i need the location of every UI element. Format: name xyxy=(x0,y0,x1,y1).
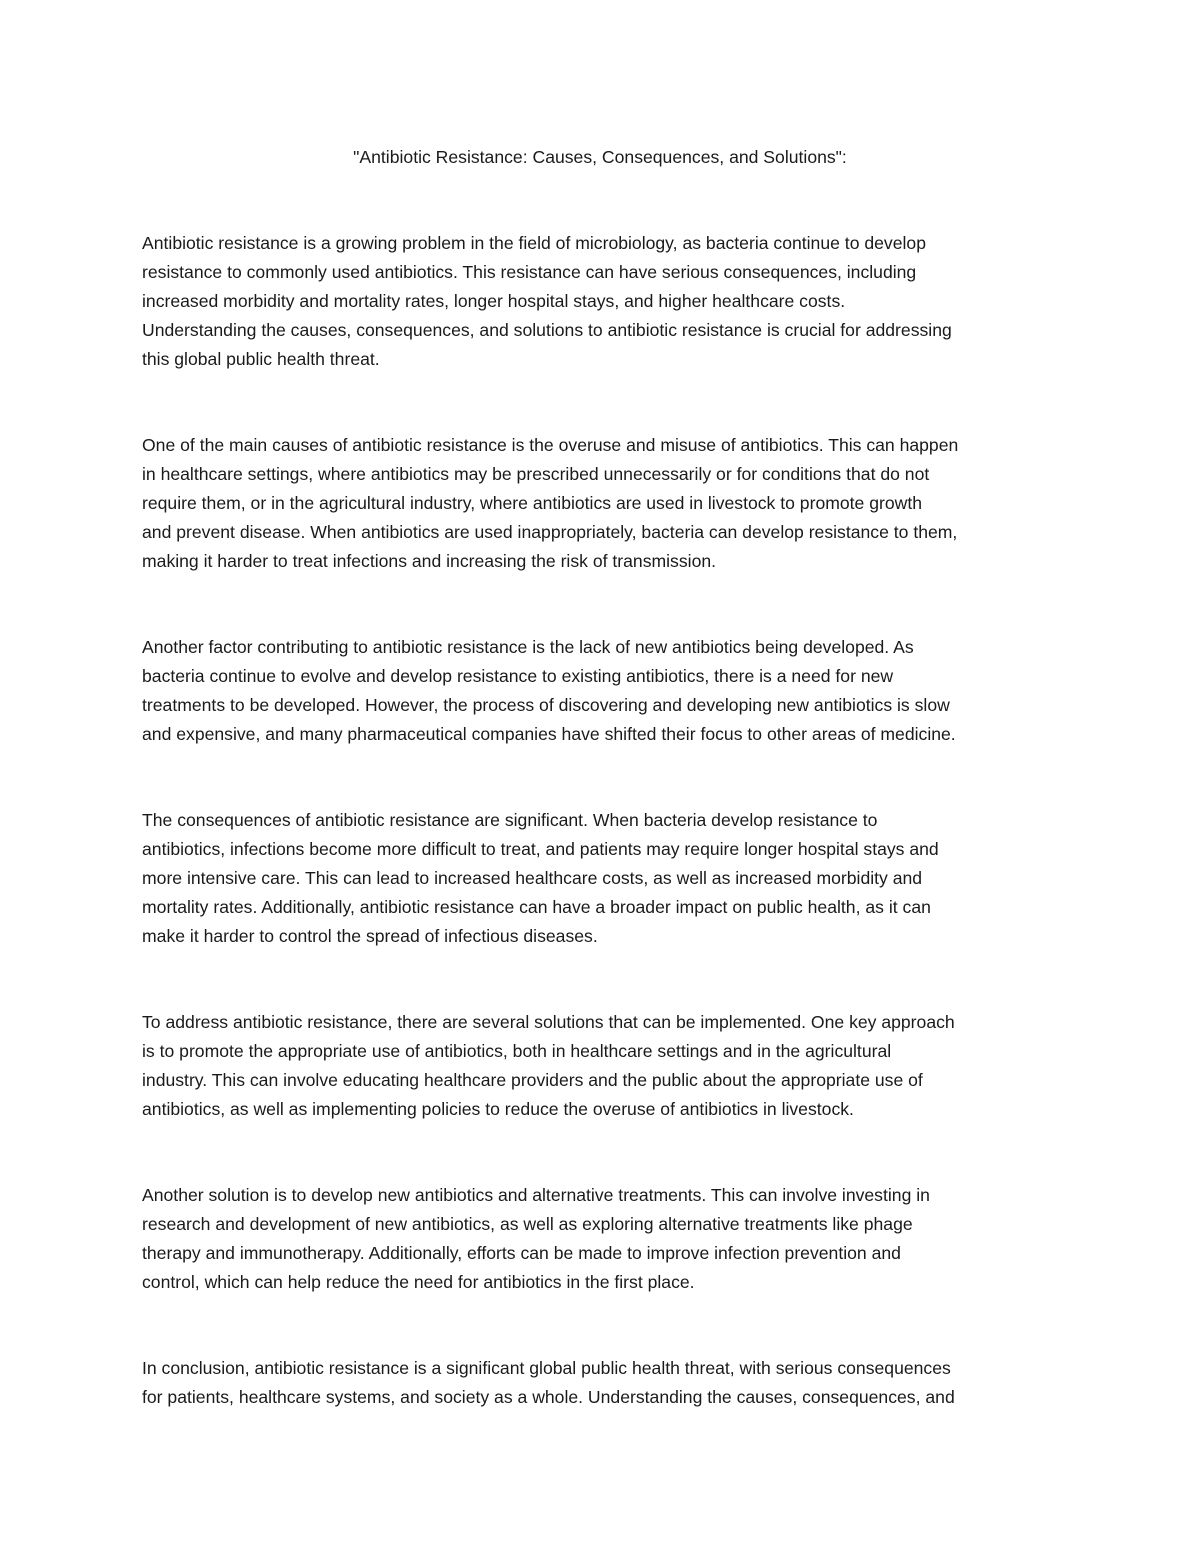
paragraph-conclusion xyxy=(142,1354,1082,1412)
text-line: for patients, healthcare systems, and society as a whole. Understanding the causes, consequences, and xyxy=(142,1387,955,1407)
text-line: Antibiotic resistance is a growing problem in the field of microbiology, as bacteria continue to develop xyxy=(142,233,926,253)
text-line: more intensive care. This can lead to increased healthcare costs, as well as increased morbidity and xyxy=(142,868,923,888)
text-line: research and development of new antibiotics, as well as exploring alternative treatments like phage xyxy=(142,1214,913,1234)
text-line: mortality rates. Additionally, antibiotic resistance can have a broader impact on public health, as it can xyxy=(142,897,931,917)
text-line: bacteria continue to evolve and develop resistance to existing antibiotics, there is a need for new xyxy=(142,666,894,686)
text-line: is to promote the appropriate use of antibiotics, both in healthcare settings and in the agricultural xyxy=(142,1041,892,1061)
text-line: increased morbidity and mortality rates, longer hospital stays, and higher healthcare costs. xyxy=(142,291,846,311)
text-line: antibiotics, infections become more difficult to treat, and patients may require longer hospital stays and xyxy=(142,839,939,859)
text-line: antibiotics, as well as implementing policies to reduce the overuse of antibiotics in livestock. xyxy=(142,1099,854,1119)
text-line: make it harder to control the spread of infectious diseases. xyxy=(142,926,598,946)
text-line: One of the main causes of antibiotic resistance is the overuse and misuse of antibiotics. This can happen xyxy=(142,435,959,455)
text-line: To address antibiotic resistance, there are several solutions that can be implemented. One key approach xyxy=(142,1012,955,1032)
text-line: resistance to commonly used antibiotics. This resistance can have serious consequences, including xyxy=(142,262,917,282)
text-line: industry. This can involve educating healthcare providers and the public about the appropriate use of xyxy=(142,1070,923,1090)
text-line: Understanding the causes, consequences, and solutions to antibiotic resistance is crucial for addressing xyxy=(142,320,952,340)
paragraph-causes-lack-of-new-antibiotics xyxy=(142,633,1082,749)
document-title: "Antibiotic Resistance: Causes, Consequences, and Solutions": xyxy=(353,147,847,167)
text-line: this global public health threat. xyxy=(142,349,380,369)
text-line: Another solution is to develop new antibiotics and alternative treatments. This can involve investing in xyxy=(142,1185,930,1205)
text-line: in healthcare settings, where antibiotics may be prescribed unnecessarily or for conditions that do not xyxy=(142,464,930,484)
text-line: The consequences of antibiotic resistance are significant. When bacteria develop resistance to xyxy=(142,810,878,830)
paragraph-solutions-new-treatments xyxy=(142,1181,1082,1297)
text-line: making it harder to treat infections and increasing the risk of transmission. xyxy=(142,551,717,571)
text-line: require them, or in the agricultural industry, where antibiotics are used in livestock to promote growth xyxy=(142,493,923,513)
text-line: In conclusion, antibiotic resistance is a significant global public health threat, with serious consequences xyxy=(142,1358,951,1378)
paragraph-introduction xyxy=(142,229,1082,374)
text-line: Another factor contributing to antibiotic resistance is the lack of new antibiotics being developed. As xyxy=(142,637,914,657)
text-line: control, which can help reduce the need for antibiotics in the first place. xyxy=(142,1272,695,1292)
paragraph-consequences xyxy=(142,806,1082,951)
paragraph-causes-overuse xyxy=(142,431,1082,576)
text-line: and expensive, and many pharmaceutical companies have shifted their focus to other areas of medicine. xyxy=(142,724,956,744)
text-line: therapy and immunotherapy. Additionally, efforts can be made to improve infection prevention and xyxy=(142,1243,901,1263)
text-line: treatments to be developed. However, the process of discovering and developing new antibiotics is slow xyxy=(142,695,950,715)
text-line: and prevent disease. When antibiotics are used inappropriately, bacteria can develop resistance to them, xyxy=(142,522,958,542)
paragraph-solutions-appropriate-use xyxy=(142,1008,1082,1124)
